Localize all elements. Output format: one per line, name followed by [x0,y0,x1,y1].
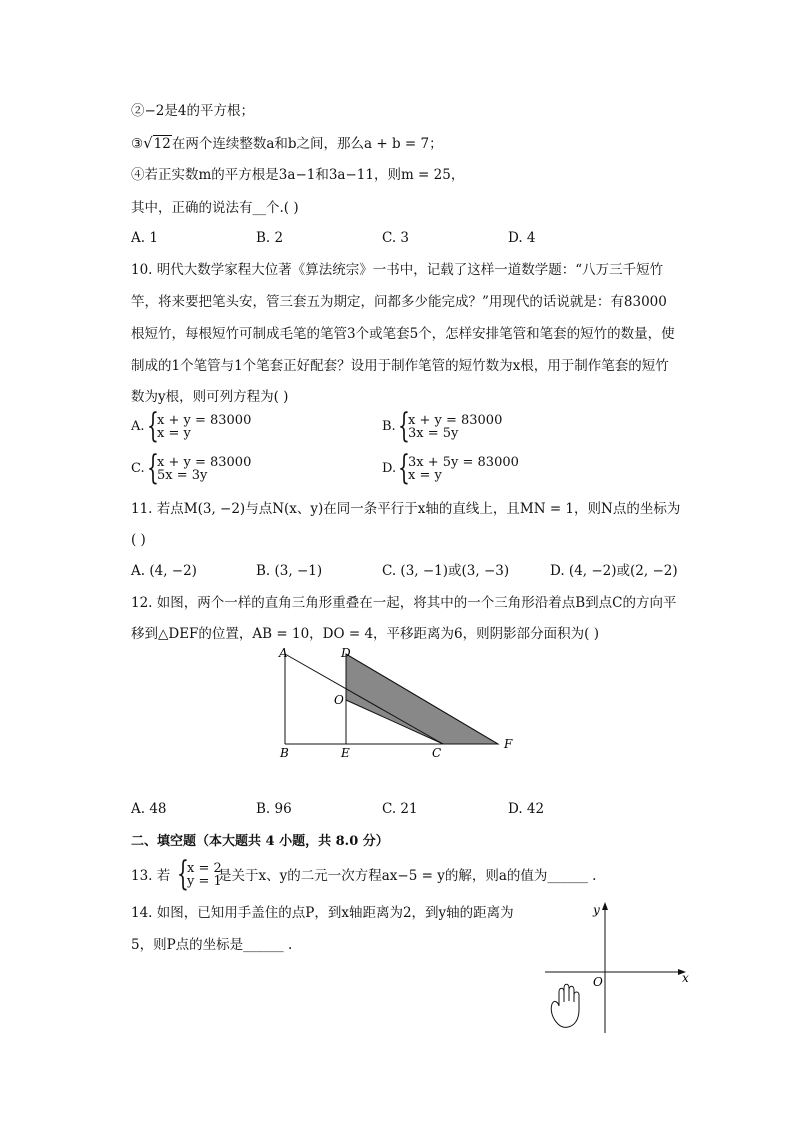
label-e: E [341,746,350,760]
equation-row-1: x + y = 83000 [408,413,503,428]
q11-option-c[interactable]: C. (3, −1)或(3, −3) [382,563,510,579]
q10-line-5: 数为y根，则可列方程为( ) [131,389,289,405]
equation-row-2: 3x = 5y [408,426,459,441]
q12-line-2: 移到△DEF的位置，AB = 10，DO = 4，平移距离为6，则阴影部分面积为( ) [131,626,599,642]
statement-3 [131,133,443,154]
sqrt-sign-icon: √ [143,134,153,152]
coordinate-figure [540,898,700,1038]
q9-option-d[interactable]: D. 4 [508,230,536,246]
statement-3-number: ③ [131,136,144,152]
statement-4: ④若正实数m的平方根是3a−1和3a−11，则m = 25， [131,167,465,183]
q10-line-3: 根短竹，每根短竹可制成毛笔的笔管3个或笔套5个，怎样安排笔管和笔套的短竹的数量，使 [131,326,675,342]
option-label: B. [382,419,396,434]
label-o: O [334,693,344,707]
equation-row-2: 5x = 3y [157,468,208,483]
q10-option-c[interactable] [131,448,347,488]
statement-3-text: 在两个连续整数a和b之间，那么a + b = 7； [171,136,443,152]
question-9-prompt: 其中，正确的说法有__个.( ) [131,200,299,216]
origin-label: O [593,975,603,989]
q11-option-b[interactable]: B. (3, −1) [256,563,323,579]
statement-2: ②−2是4的平方根； [131,103,254,119]
option-label: A. [131,419,145,434]
q10-option-d[interactable] [382,448,598,488]
equation-row-2: x = y [408,468,442,483]
q10-line-4: 制成的1个笔管与1个笔套正好配套？设用于制作笔管的短竹数为x根，用于制作笔套的短竹 [131,358,669,374]
section-heading: 二、填空题（本大题共 4 小题，共 8.0 分） [131,834,389,849]
q11-line-2: ( ) [131,532,146,548]
q14-line-1: 14. 如图，已知用手盖住的点P，到x轴距离为2，到y轴的距离为 [131,905,514,921]
q12-option-b[interactable]: B. 96 [256,801,292,817]
equation-row-1: x + y = 83000 [157,413,252,428]
option-label: C. [131,461,145,476]
brace-icon: { [398,406,410,446]
label-b: B [280,746,289,760]
q12-option-a[interactable]: A. 48 [131,801,167,817]
q11-line-1: 11. 若点M(3, −2)与点N(x、y)在同一条平行于x轴的直线上，且MN = 1，则N点的坐标为 [131,501,681,517]
q12-option-c[interactable]: C. 21 [382,801,418,817]
y-axis-label: y [593,903,600,917]
q9-option-c[interactable]: C. 3 [382,230,410,246]
q10-line-2: 竿，将来要把笔头安，管三套五为期定，问都多少能完成？”用现代的话说就是：有83000 [131,294,667,310]
q9-option-a[interactable]: A. 1 [131,230,158,246]
label-d: D [341,646,351,660]
q9-option-b[interactable]: B. 2 [256,230,284,246]
brace-icon: { [177,854,189,894]
q10-option-a[interactable] [131,406,347,446]
q13-number: 13. 若 [131,868,171,884]
q12-line-1: 12. 如图，两个一样的直角三角形重叠在一起，将其中的一个三角形沿着点B到点C的方向平 [131,595,677,611]
q13-text: 是关于x、y的二元一次方程ax−5 = y的解，则a的值为______ . [218,868,597,884]
x-axis-label: x [682,971,689,985]
q11-option-a[interactable]: A. (4, −2) [131,563,197,579]
brace-icon: { [147,448,159,488]
q14-line-2: 5，则P点的坐标是______ . [131,937,293,953]
q12-option-d[interactable]: D. 42 [508,801,545,817]
equation-row-1: x + y = 83000 [157,455,252,470]
brace-icon: { [147,406,159,446]
equation-row-2: x = y [157,426,191,441]
q11-option-d[interactable]: D. (4, −2)或(2, −2) [550,563,678,579]
q13-system [177,854,222,894]
label-a: A [279,646,288,660]
y-axis-arrow-icon [602,902,608,910]
radicand: 12 [153,136,171,152]
q10-option-b[interactable] [382,406,598,446]
equation-row-2: y = 1 [187,874,222,889]
label-f: F [504,737,513,751]
q10-line-1: 10. 明代大数学家程大位著《算法统宗》一书中，记载了这样一道数学题：“八万三千短竹 [131,262,664,278]
triangle-figure [270,640,530,765]
brace-icon: { [398,448,410,488]
label-c: C [432,746,442,760]
equation-row-1: x = 2 [187,861,222,876]
equation-row-1: 3x + 5y = 83000 [408,455,519,470]
hand-icon [551,984,579,1027]
option-label: D. [382,461,397,476]
